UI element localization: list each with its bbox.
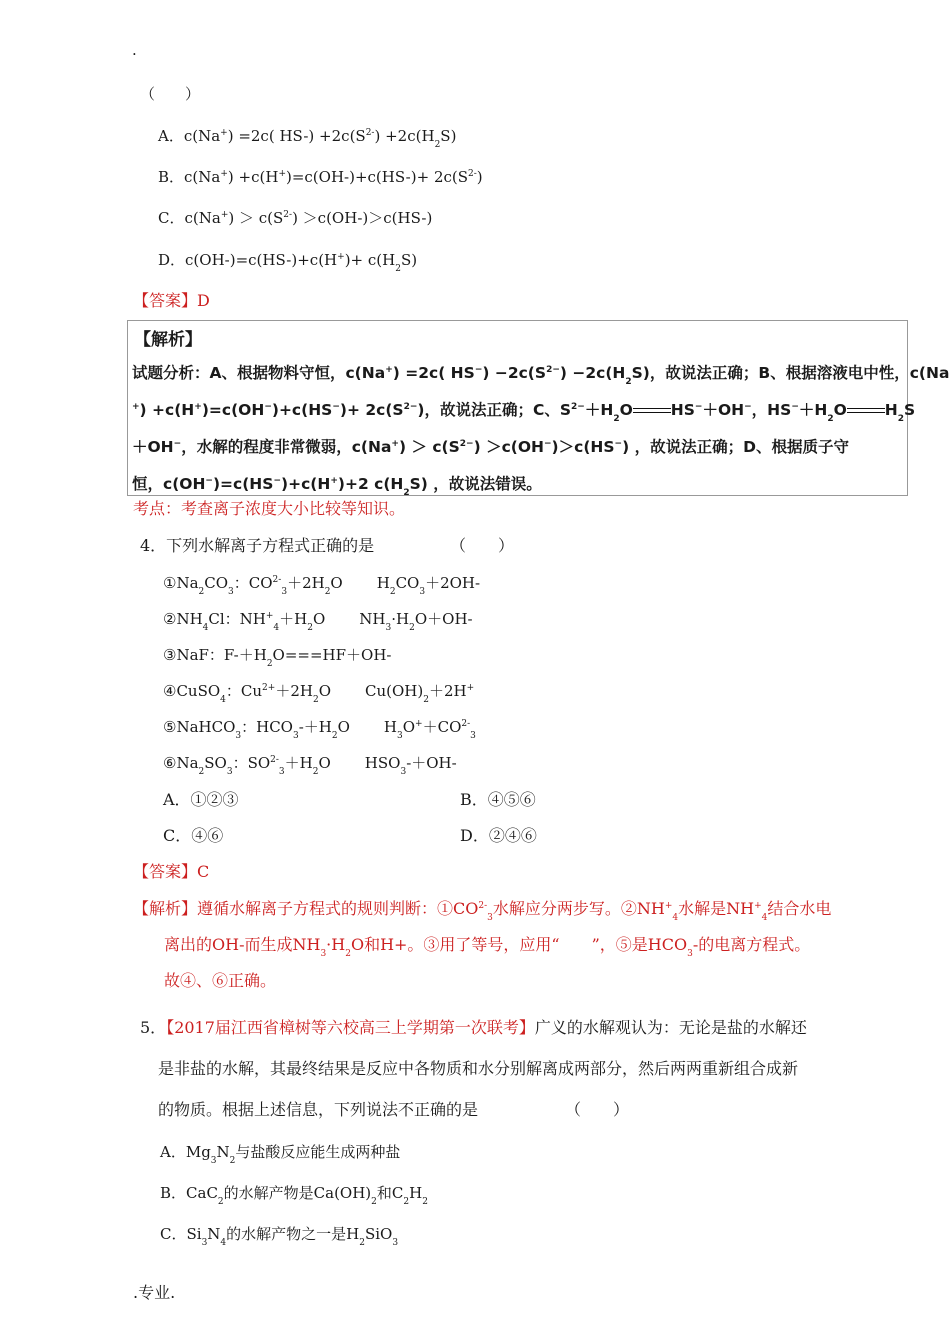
q5-stem-text-1: 广义的水解观认为：无论是盐的水解还 — [534, 1018, 807, 1037]
q5-stem-line-2: 是非盐的水解，其最终结果是反应中各物质和水分别解离成两部分，然后两两重新组合成新 — [158, 1059, 799, 1078]
q4-item-3: ③NaF：$F-+H_2O===HF+OH-$ — [163, 646, 392, 669]
q5-stem-line-3: 的物质。根据上述信息，下列说法不正确的是 — [158, 1100, 479, 1119]
q3-option-d: D．$c(OH-)=c(HS-)+c(H^+)+ c(H_2S)$ — [158, 251, 418, 274]
q4-option-c: C．④⑥ — [163, 826, 224, 845]
q3-analysis-line-4: 恒，c(OH−)=c(HS−)+c(H+)+2 $c(H_2S)$ ，故说法错误。 — [132, 475, 542, 498]
q5-source: 【2017届江西省樟树等六校高三上学期第一次联考】 — [166, 1018, 535, 1037]
q4-option-b: B．④⑤⑥ — [460, 790, 536, 809]
q4-item-4: ④CuSO$_4$：$Cu^{2+}+2H_2O$ $Cu(OH)_2+2H^+$ — [163, 682, 475, 705]
q4-item-6: $⑥Na_2SO_3$：$SO^{2-}_3+H_2O$ $HSO_3-+OH-$ — [163, 754, 457, 777]
q3-option-b: B．$c(Na^+) +c(H^+)=c(OH-)+c(HS-)+ 2c(S^{2-})$ — [158, 168, 483, 186]
q5-option-c: C．$Si_3N_4$的水解产物之一是$H_2SiO_3$ — [160, 1225, 399, 1248]
q3-option-c: C．$c(Na^+) > c(S^{2-}) >c(OH-)>c(HS-)$ — [158, 209, 433, 227]
q4-answer-value: C — [197, 862, 210, 881]
q3-analysis-line-2: $^+) +c(H^+)=c(OH^-)+c(HS^-)+ 2c(S^{2-})$，故说法正确；C、$S^{2-}+H_2O$ HS−＋OH−，$HS^-+H_2O$ $H_2S$ — [132, 401, 916, 424]
q4-answer-label: 【答案】 — [133, 862, 198, 881]
q5-option-a: A．$Mg_3N_2$与盐酸反应能生成两种盐 — [160, 1143, 401, 1166]
q5-number: 5． — [140, 1018, 167, 1037]
q4-answer — [133, 861, 209, 883]
q4-analysis-line-3: 故④、⑥正确。 — [164, 971, 277, 990]
q4-stem: 4．下列水解离子方程式正确的是 — [140, 536, 375, 555]
q3-option-a: A．c(Na+) =2c( $HS-) +2c(S^{2-}) +2c(H_2S)$ — [158, 127, 457, 150]
q5-paren: （ ） — [565, 1100, 630, 1119]
q4-analysis-line-1: 【解析】遵循水解离子方程式的规则判断：$①CO^{2-}_3$水解应分两步写。$②NH^+_4$水解是$NH^+_4$结合水电 — [133, 899, 832, 923]
q3-answer-value: D — [197, 291, 210, 310]
q3-analysis-line-3: ＋OH−，水解的程度非常微弱，$c(Na^+) > c(S^{2-}) >c(OH^-)>c(HS^-)$ ，故说法正确；D、根据质子守 — [132, 438, 849, 456]
q4-analysis-line-2: 离出的OH-而生成$NH_3\cdot H_2O$和H+。③用了等号，应用“ ”，⑤是$HCO_3-$的电离方程式。 — [164, 935, 811, 959]
q4-item-2: $②NH_4Cl$：$NH^+_4+H_2O$ $NH_3\cdot H_2O+OH-$ — [163, 610, 473, 633]
q3-answer — [133, 290, 210, 312]
q3-answer-label: 【答案】 — [133, 291, 198, 310]
q3-paren: （ ） — [140, 85, 201, 103]
q4-analysis-label: 【解析】 — [133, 899, 198, 918]
q4-option-d: D．②④⑥ — [460, 826, 537, 845]
q3-analysis-line-1: 试题分析：A、根据物料守恒，c(Na+) =2c( $HS^-) -2c(S^{2-}) -2c(H_2S)$，故说法正确；B、根据溶液电中性，c(Na — [132, 364, 950, 387]
q3-kaodian: 考点：考查离子浓度大小比较等知识。 — [133, 499, 406, 518]
q3-analysis-title: 【解析】 — [134, 330, 202, 350]
footer-text: .专业. — [133, 1283, 176, 1302]
equilibrium-arrow-icon — [633, 406, 671, 416]
q4-option-a: A．①②③ — [163, 790, 239, 809]
header-dot: . — [132, 41, 137, 59]
equilibrium-arrow-icon — [847, 406, 885, 416]
q4-item-5: ⑤NaHCO$_3$：$HCO_3-+H_2O$ $H_3O^++CO^{2-}_3$ — [163, 718, 476, 741]
q3-analysis-box — [127, 320, 950, 498]
q4-item-1: $①Na_2CO_3$：$CO^{2-}_3+2H_2O$ $H_2CO_3+2OH-$ — [163, 574, 481, 597]
q4-paren: （ ） — [450, 536, 515, 555]
q5-option-b: B．CaC$_2$的水解产物是$Ca(OH)_2$和$C_2H_2$ — [160, 1184, 428, 1207]
q5-stem-line-1 — [140, 1017, 807, 1039]
